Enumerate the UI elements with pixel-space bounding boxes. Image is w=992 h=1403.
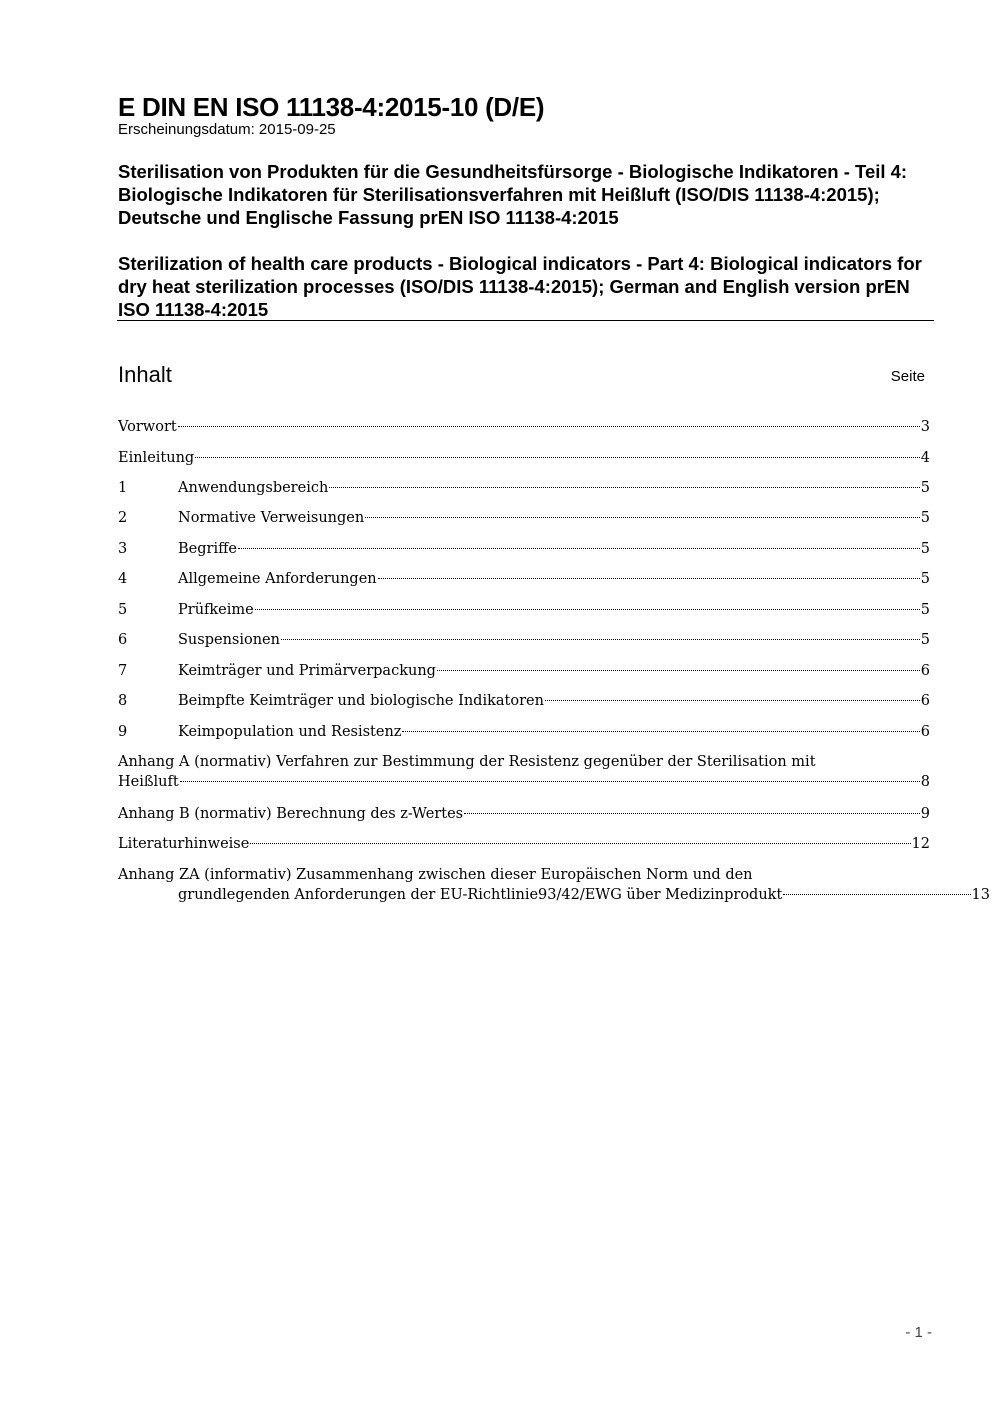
toc-entry-title: Allgemeine Anforderungen: [178, 571, 377, 587]
toc-entry-annex-a[interactable]: [118, 752, 930, 792]
toc-entry-page: 5: [920, 602, 930, 618]
toc-leader: [783, 894, 970, 895]
toc-entry-title: Keimpopulation und Resistenz: [178, 724, 402, 740]
title-english: Sterilization of health care products - Biological indicators - Part 4: Biological indicators for dry heat sterilization processes (ISO/DIS 11138-4:2015); German and English version prEN ISO 11138-4:2015: [118, 253, 922, 320]
toc-entry-title: Vorwort: [118, 419, 177, 435]
toc-entry-page: 5: [920, 632, 930, 648]
toc-entry-title: Literaturhinweise: [118, 836, 250, 852]
toc-entry-title: Prüfkeime: [178, 602, 254, 618]
toc-entry-page: 13: [971, 887, 990, 903]
toc-entry-page: 5: [920, 571, 930, 587]
toc-entry-annex-b[interactable]: [118, 804, 930, 824]
toc-entry-section-2[interactable]: [118, 508, 930, 528]
toc-entry-number: 1: [118, 480, 128, 496]
toc-entry-title-continued: Heißluft: [118, 774, 179, 790]
toc-entry-number: 2: [118, 510, 128, 526]
toc-entry-page: 5: [920, 510, 930, 526]
toc-entry-number: 8: [118, 693, 128, 709]
toc-leader: [402, 731, 919, 732]
toc-entry-page: 4: [920, 450, 930, 466]
toc-leader: [195, 457, 920, 458]
toc-leader: [464, 813, 920, 814]
toc-entry-title-continued: grundlegenden Anforderungen der EU-Richtlinie93/42/EWG über Medizinprodukt: [178, 887, 783, 903]
toc-entry-page: 6: [920, 663, 930, 679]
toc-entry-title: Anhang B (normativ) Berechnung des z-Wertes: [118, 806, 464, 822]
toc-page-column-label: Seite: [890, 368, 925, 385]
toc-entry-title: Begriffe: [178, 541, 237, 557]
toc-entry-annex-za[interactable]: [118, 865, 990, 905]
toc-entry-title: Anhang A (normativ) Verfahren zur Bestimmung der Resistenz gegenüber der Sterilisation mit: [118, 754, 816, 770]
toc-entry-page: 5: [920, 480, 930, 496]
toc-entry-section-7[interactable]: [118, 661, 930, 681]
toc-entry-number: 7: [118, 663, 128, 679]
toc-leader: [238, 548, 920, 549]
toc-entry-number: 3: [118, 541, 128, 557]
toc-entry-title: Beimpfte Keimträger und biologische Indikatoren: [178, 693, 544, 709]
toc-entry-section-6[interactable]: [118, 630, 930, 650]
toc-leader: [281, 639, 920, 640]
toc-entry-section-9[interactable]: [118, 722, 930, 742]
toc-entry-einleitung[interactable]: [118, 448, 930, 468]
toc-leader: [365, 517, 920, 518]
toc-entry-bibliography[interactable]: [118, 834, 930, 854]
toc-entry-number: 9: [118, 724, 128, 740]
toc-entry-section-8[interactable]: [118, 691, 930, 711]
toc-entry-title: Anwendungsbereich: [178, 480, 329, 496]
toc-entry-title: Keimträger und Primärverpackung: [178, 663, 436, 679]
toc-entry-section-1[interactable]: [118, 478, 930, 498]
toc-leader: [378, 578, 920, 579]
toc-entry-page: 3: [920, 419, 930, 435]
toc-entry-page: 6: [920, 693, 930, 709]
toc-entry-page: 12: [911, 836, 930, 852]
toc-leader: [329, 487, 919, 488]
toc-entry-number: 6: [118, 632, 128, 648]
toc-entry-page: 5: [920, 541, 930, 557]
toc-entry-page: 8: [920, 774, 930, 790]
toc-leader: [180, 781, 920, 782]
page-number: - 1 -: [905, 1324, 932, 1341]
toc-entry-number: 5: [118, 602, 128, 618]
toc-leader: [255, 609, 920, 610]
toc-leader: [437, 670, 920, 671]
toc-entry-vorwort[interactable]: [118, 417, 930, 437]
toc-entry-title: Suspensionen: [178, 632, 280, 648]
toc-entry-title: Einleitung: [118, 450, 195, 466]
title-divider: [117, 320, 934, 321]
title-german: Sterilisation von Produkten für die Gesundheitsfürsorge - Biologische Indikatoren - Teil 4: Biologische Indikatoren für Sterilisationsverfahren mit Heißluft (ISO/DIS 11138-4:2015); Deutsche und Englische Fassung prEN ISO 11138-4:2015: [118, 161, 908, 228]
toc-leader: [545, 700, 920, 701]
toc-heading: Inhalt: [118, 362, 172, 387]
toc-leader: [250, 843, 910, 844]
toc-leader: [178, 426, 920, 427]
document-title: E DIN EN ISO 11138-4:2015-10 (D/E): [118, 92, 545, 122]
toc-entry-section-4[interactable]: [118, 569, 930, 589]
toc-entry-page: 6: [920, 724, 930, 740]
toc-entry-section-3[interactable]: [118, 539, 930, 559]
toc-entry-title: Anhang ZA (informativ) Zusammenhang zwischen dieser Europäischen Norm und den: [118, 867, 753, 883]
toc-entry-title: Normative Verweisungen: [178, 510, 365, 526]
publication-date: Erscheinungsdatum: 2015-09-25: [118, 121, 336, 138]
toc-entry-number: 4: [118, 571, 128, 587]
toc-entry-section-5[interactable]: [118, 600, 930, 620]
toc-entry-page: 9: [920, 806, 930, 822]
